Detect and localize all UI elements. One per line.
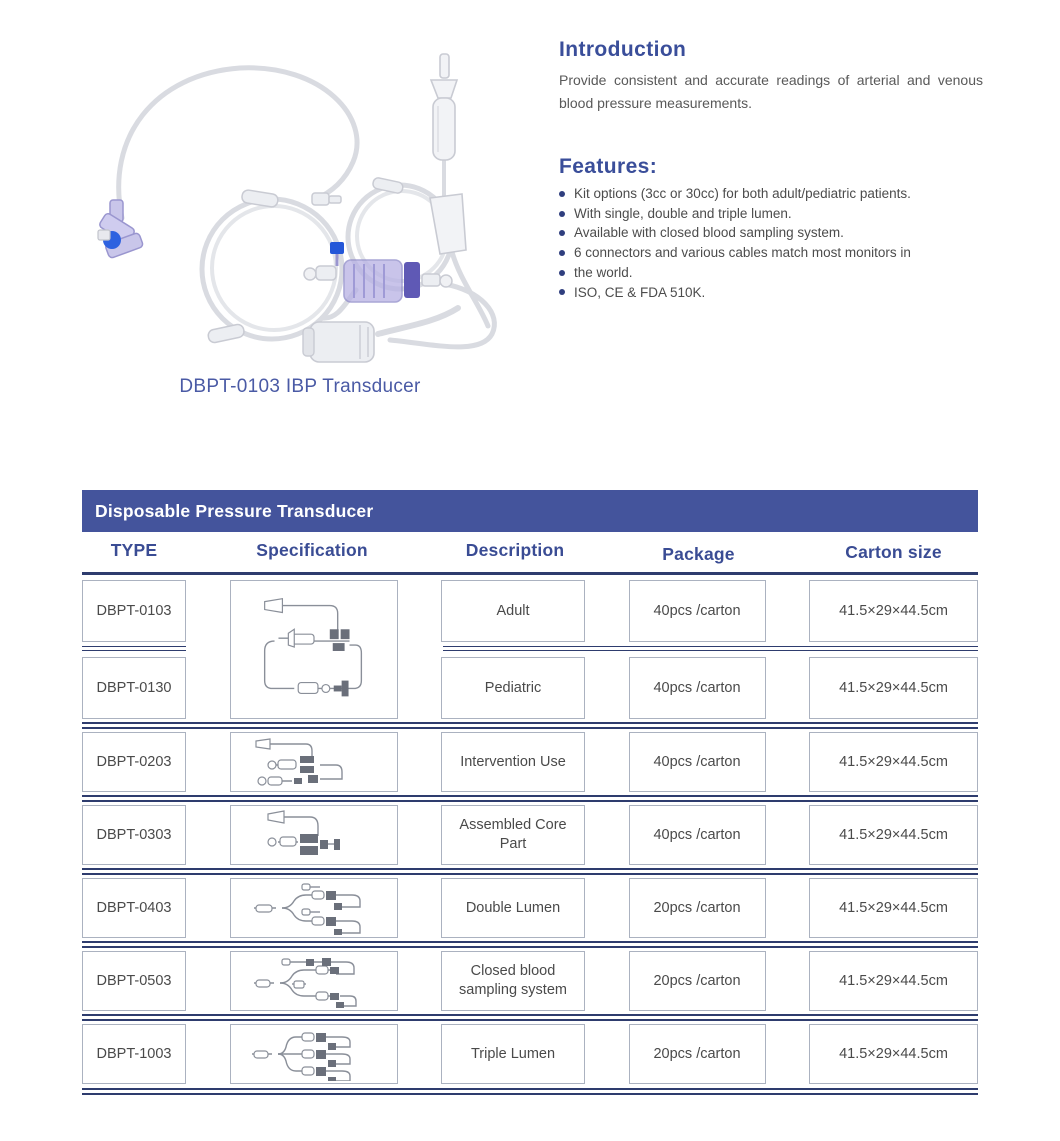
row-separator — [443, 646, 978, 651]
table-row-0203 — [82, 732, 978, 792]
carton-size-cell: 41.5×29×44.5cm — [809, 951, 978, 1011]
description-cell: Triple Lumen — [441, 1024, 585, 1084]
group-separator — [82, 1014, 978, 1021]
column-header-package: Package — [662, 544, 735, 564]
group-separator — [82, 722, 978, 729]
description-cell: Double Lumen — [441, 878, 585, 938]
spec-drawing-closed-blood-sampling-icon — [248, 954, 380, 1008]
package-cell: 20pcs /carton — [629, 878, 766, 938]
bullet-icon — [559, 289, 565, 295]
feature-item: With single, double and triple lumen. — [559, 204, 983, 224]
features-list — [559, 184, 983, 302]
bullet-icon — [559, 211, 565, 217]
bullet-icon — [559, 270, 565, 276]
table-column-headers — [82, 532, 978, 575]
type-cell: DBPT-0403 — [82, 878, 186, 938]
feature-item: ISO, CE & FDA 510K. — [559, 283, 983, 303]
type-cell: DBPT-1003 — [82, 1024, 186, 1084]
group-separator — [82, 868, 978, 875]
group-separator — [82, 795, 978, 802]
introduction-section — [559, 38, 983, 115]
type-cell: DBPT-0203 — [82, 732, 186, 792]
carton-size-cell: 41.5×29×44.5cm — [809, 732, 978, 792]
bullet-icon — [559, 250, 565, 256]
feature-item: 6 connectors and various cables match most monitors in — [559, 243, 983, 263]
feature-item: Available with closed blood sampling system. — [559, 223, 983, 243]
info-column — [559, 38, 983, 302]
drip-chamber — [430, 54, 466, 254]
table-banner: Disposable Pressure Transducer — [82, 490, 978, 532]
description-cell: Intervention Use — [441, 732, 585, 792]
ibp-transducer-photo-illustration — [60, 22, 540, 372]
bullet-icon — [559, 191, 565, 197]
figure-caption: DBPT-0103 IBP Transducer — [179, 376, 421, 397]
spec-drawing-intervention-use-icon — [248, 735, 380, 789]
vent-cap — [330, 242, 344, 254]
description-cell: Pediatric — [441, 657, 585, 719]
spec-drawing-adult-pediatric-kit-icon — [239, 589, 389, 711]
row-separator — [82, 646, 186, 651]
package-cell: 40pcs /carton — [629, 805, 766, 865]
package-cell: 40pcs /carton — [629, 657, 766, 719]
column-header-type: TYPE — [110, 540, 158, 560]
table-row-0303 — [82, 805, 978, 865]
introduction-body: Provide consistent and accurate readings of arterial and venous blood pressure measurements. — [559, 72, 983, 111]
feature-item: Kit options (3cc or 30cc) for both adult/pediatric patients. — [559, 184, 983, 204]
column-header-description: Description — [465, 540, 565, 560]
description-cell: Closed blood sampling system — [441, 951, 585, 1011]
carton-size-cell: 41.5×29×44.5cm — [809, 1024, 978, 1084]
carton-size-cell: 41.5×29×44.5cm — [809, 657, 978, 719]
type-cell: DBPT-0130 — [82, 657, 186, 719]
package-cell: 40pcs /carton — [629, 732, 766, 792]
column-header-carton-size: Carton size — [845, 542, 942, 562]
feature-item: the world. — [559, 263, 983, 283]
features-title: Features: — [559, 155, 658, 178]
spec-drawing-triple-lumen-icon — [248, 1027, 380, 1081]
introduction-title: Introduction — [559, 38, 687, 61]
bullet-icon — [559, 230, 565, 236]
product-figure — [60, 22, 540, 398]
specification-cell — [230, 805, 398, 865]
table-row-0403 — [82, 878, 978, 938]
type-cell: DBPT-0503 — [82, 951, 186, 1011]
specification-cell — [230, 951, 398, 1011]
specification-cell — [230, 732, 398, 792]
table-row-1003 — [82, 1024, 978, 1084]
group-separator — [82, 941, 978, 948]
spec-drawing-assembled-core-part-icon — [248, 808, 380, 862]
specification-cell — [230, 580, 398, 719]
type-cell: DBPT-0303 — [82, 805, 186, 865]
table-row-0503 — [82, 951, 978, 1011]
column-header-specification: Specification — [256, 540, 368, 560]
package-cell: 20pcs /carton — [629, 1024, 766, 1084]
description-cell: Adult — [441, 580, 585, 642]
package-cell: 40pcs /carton — [629, 580, 766, 642]
table-rows — [82, 575, 978, 1095]
features-section — [559, 155, 983, 302]
product-table — [82, 490, 978, 1095]
type-cell: DBPT-0103 — [82, 580, 186, 642]
description-cell: Assembled Core Part — [441, 805, 585, 865]
stopcock-assembly — [98, 200, 144, 259]
table-bottom-rule — [82, 1088, 978, 1095]
clamp — [404, 262, 420, 298]
carton-size-cell: 41.5×29×44.5cm — [809, 878, 978, 938]
specification-cell — [230, 1024, 398, 1084]
package-cell: 20pcs /carton — [629, 951, 766, 1011]
table-row-group-0103-0130 — [82, 580, 978, 719]
carton-size-cell: 41.5×29×44.5cm — [809, 805, 978, 865]
spec-drawing-double-lumen-icon — [248, 881, 380, 935]
specification-cell — [230, 878, 398, 938]
carton-size-cell: 41.5×29×44.5cm — [809, 580, 978, 642]
